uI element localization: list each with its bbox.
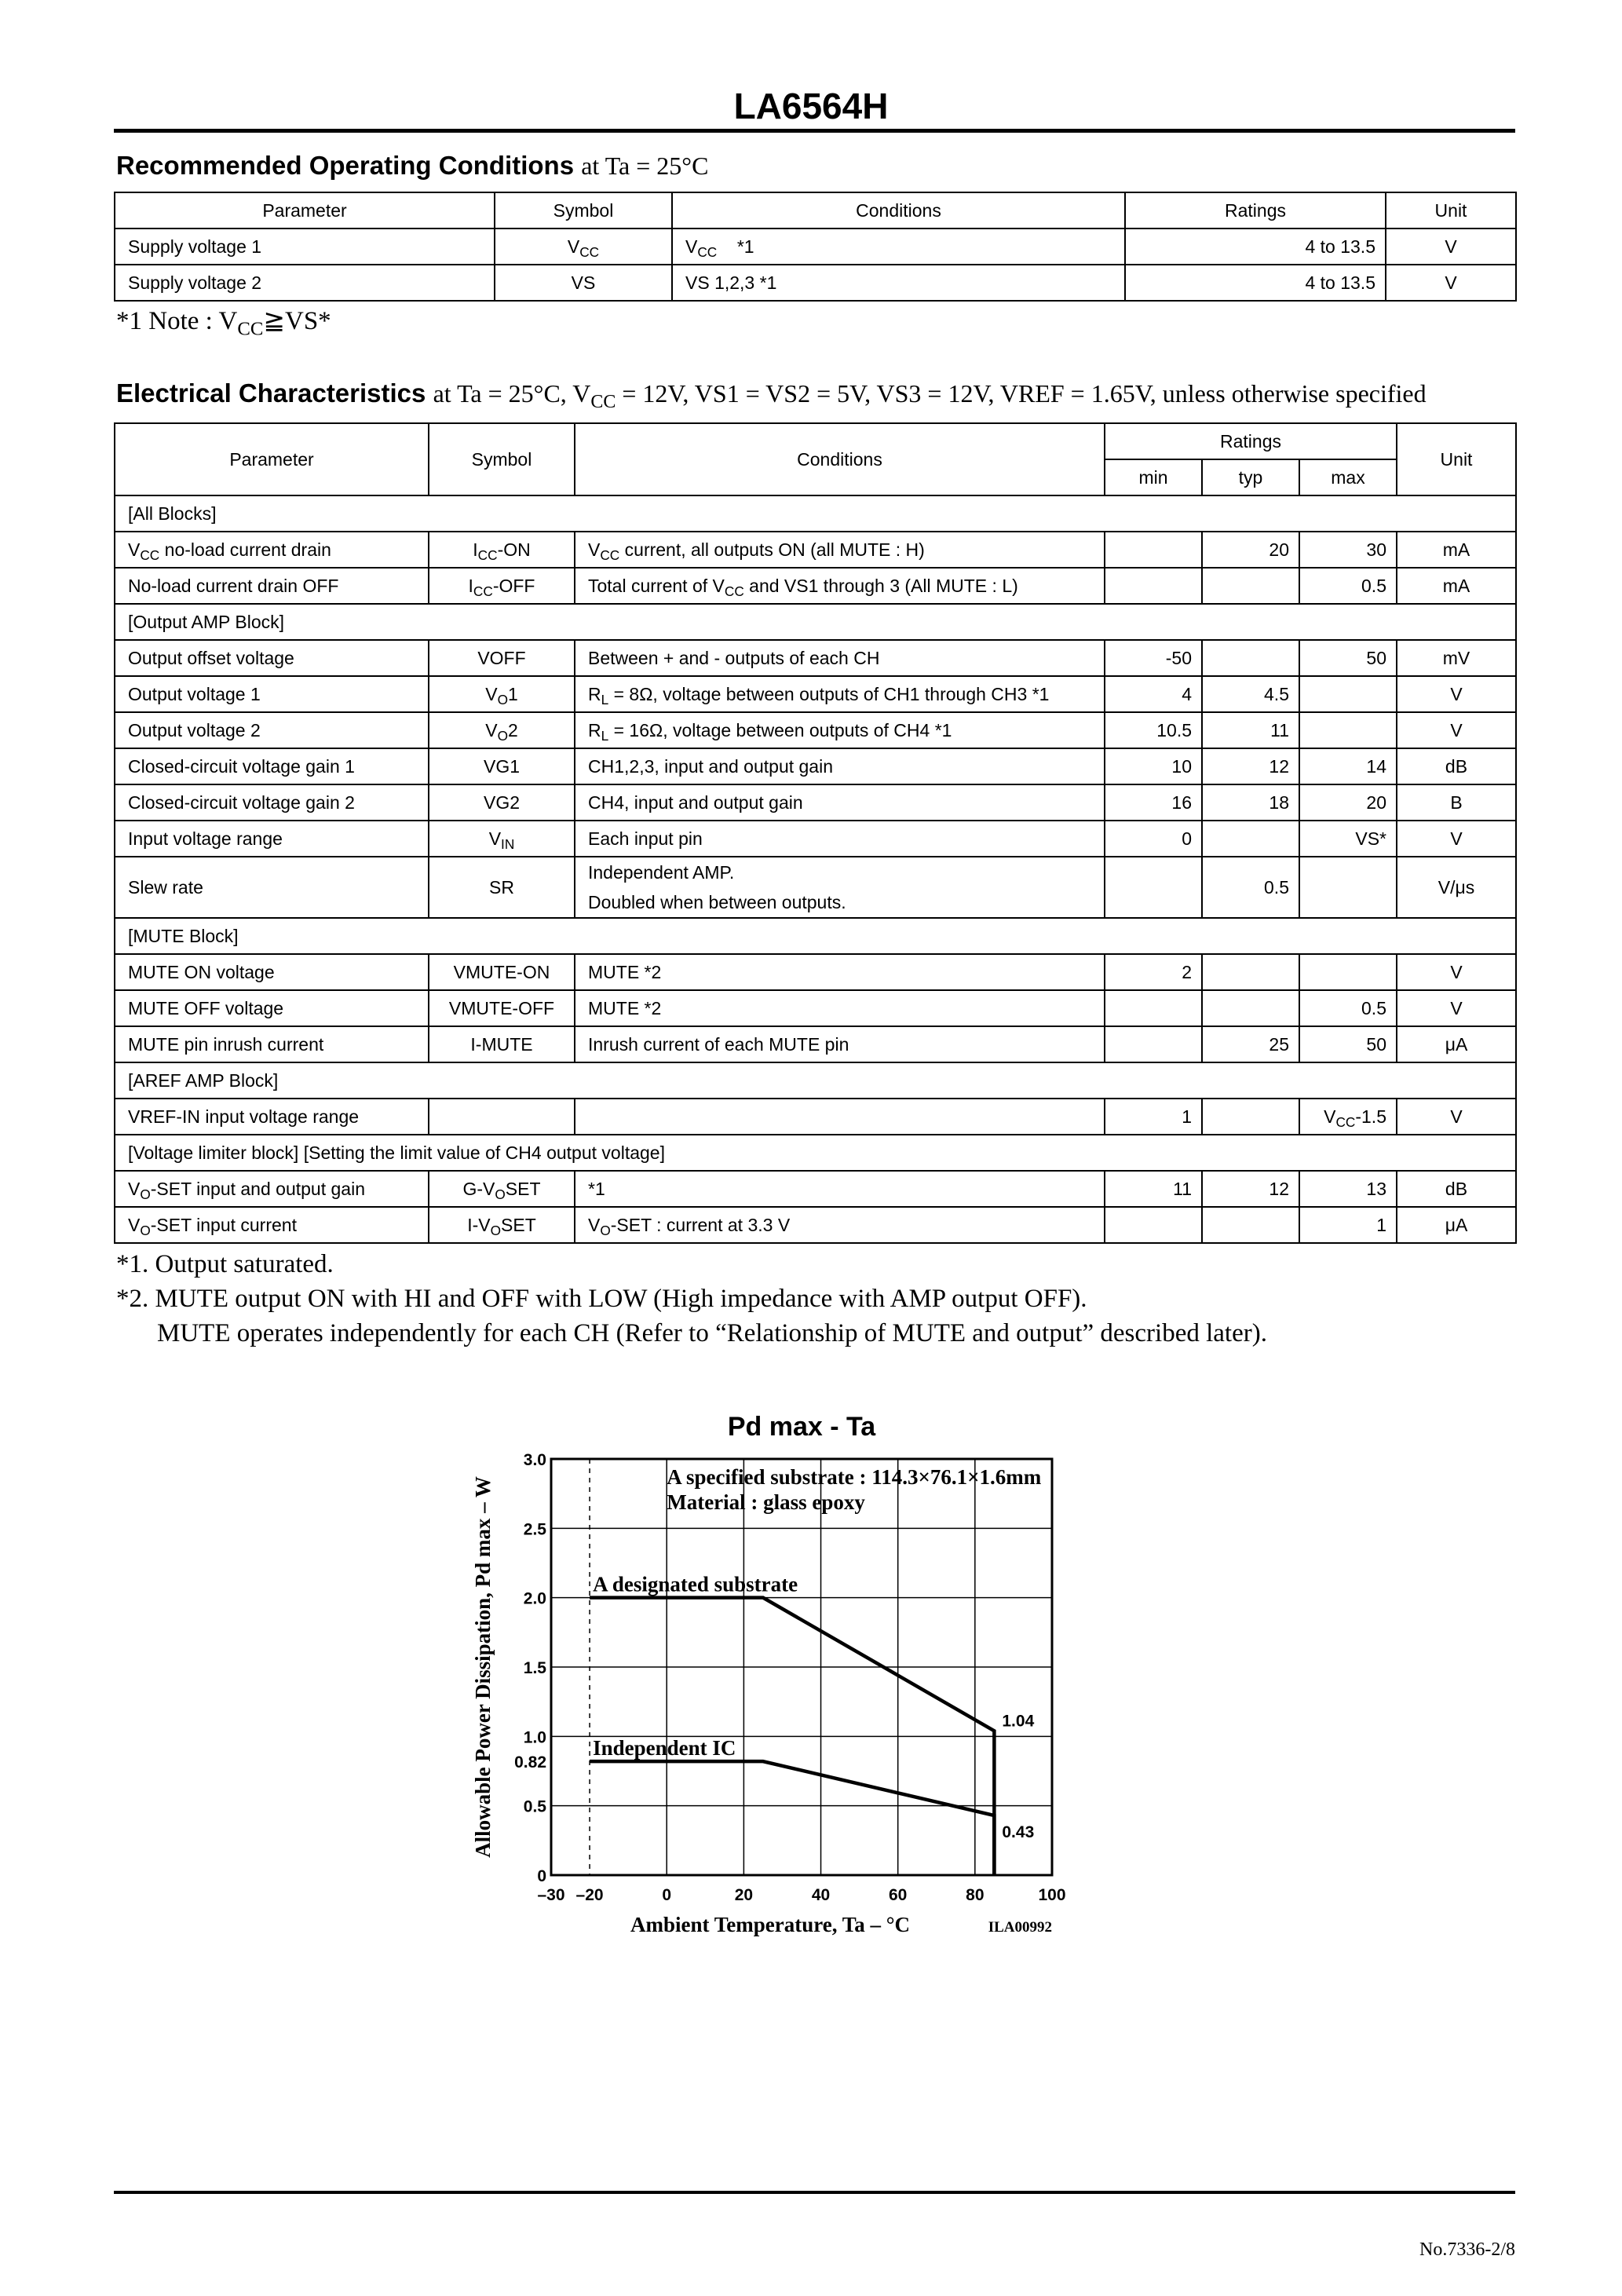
unit-cell: mA (1397, 568, 1516, 604)
symbol-cell: $I_{CC}-ON$ (429, 532, 575, 568)
recommended-note: *1 Note : $V_{CC}≧VS*$ (116, 307, 331, 340)
parameter-cell: $V_{CC}$ no-load current drain (115, 532, 429, 568)
electrical-condition: at Ta = 25°C, $V_{CC} = 12V$, VS1 = VS2 = 5V, VS3 = 12V, VREF = 1.65V, unless otherwise specified (433, 379, 1427, 413)
min-cell: 10.5 (1105, 712, 1202, 748)
parameter-cell: Output voltage 1 (115, 676, 429, 712)
col-header: typ (1202, 459, 1299, 495)
typ-cell: 11 (1202, 712, 1299, 748)
typ-cell: 4.5 (1202, 676, 1299, 712)
symbol-cell: VS (495, 265, 672, 301)
series-line (590, 1761, 994, 1875)
symbol-cell: VMUTE-OFF (429, 990, 575, 1026)
table-row (115, 1026, 1516, 1062)
unit-cell: V (1397, 712, 1516, 748)
y-axis-label: Allowable Power Dissipation, Pd max – W (471, 1476, 495, 1858)
y-tick-label: 2.5 (523, 1520, 546, 1539)
symbol-cell: $V_O1$ (429, 676, 575, 712)
electrical-title: Electrical Characteristics (116, 378, 426, 408)
conditions-cell: $V_O$-SET : current at 3.3 V (575, 1207, 1105, 1243)
figure-code: ILA00992 (988, 1919, 1052, 1936)
max-cell (1299, 954, 1397, 990)
max-cell (1299, 857, 1397, 918)
table-row (115, 990, 1516, 1026)
unit-cell: V (1397, 990, 1516, 1026)
unit-cell: dB (1397, 748, 1516, 784)
max-cell: 20 (1299, 784, 1397, 821)
min-cell: -50 (1105, 640, 1202, 676)
rating-cell: 4 to 13.5 (1125, 229, 1386, 265)
electrical-header-row (115, 423, 1516, 459)
conditions-cell: $V_{CC}$ *1 (672, 229, 1125, 265)
parameter-cell: Input voltage range (115, 821, 429, 857)
max-cell: 14 (1299, 748, 1397, 784)
min-cell: 16 (1105, 784, 1202, 821)
table-row (115, 532, 1516, 568)
x-tick-label: 40 (811, 1886, 831, 1904)
table-row (115, 676, 1516, 712)
conditions-cell: CH4, input and output gain (575, 784, 1105, 821)
conditions-cell: Each input pin (575, 821, 1105, 857)
table-row (115, 640, 1516, 676)
unit-cell: μA (1397, 1026, 1516, 1062)
table-row (115, 748, 1516, 784)
max-cell: 50 (1299, 1026, 1397, 1062)
col-header: Unit (1397, 423, 1516, 495)
x-tick-label: –20 (575, 1886, 604, 1904)
electrical-table (114, 422, 1517, 1244)
recommended-header-row (115, 192, 1516, 229)
unit-cell: V (1386, 229, 1516, 265)
min-cell (1105, 990, 1202, 1026)
max-cell: 13 (1299, 1171, 1397, 1207)
unit-cell: mA (1397, 532, 1516, 568)
symbol-cell: VMUTE-ON (429, 954, 575, 990)
parameter-cell: Supply voltage 2 (115, 265, 495, 301)
unit-cell: V (1397, 821, 1516, 857)
symbol-cell: $V_{CC}$ (495, 229, 672, 265)
footnote-1: *1. Output saturated. (116, 1250, 334, 1278)
typ-cell: 12 (1202, 1171, 1299, 1207)
parameter-cell: Slew rate (115, 857, 429, 918)
col-header: max (1299, 459, 1397, 495)
conditions-cell: $V_{CC}$ current, all outputs ON (all MUTE : H) (575, 532, 1105, 568)
max-cell: VS* (1299, 821, 1397, 857)
electrical-heading (116, 378, 1427, 413)
conditions-cell: $R_L = 16\Omega$, voltage between outputs of CH4 *1 (575, 712, 1105, 748)
typ-cell (1202, 568, 1299, 604)
header-rule (114, 129, 1515, 133)
min-cell: 2 (1105, 954, 1202, 990)
unit-cell: μA (1397, 1207, 1516, 1243)
section-row: [All Blocks] (115, 495, 1516, 532)
symbol-cell: VG1 (429, 748, 575, 784)
min-cell: 11 (1105, 1171, 1202, 1207)
max-cell (1299, 712, 1397, 748)
x-tick-label: –30 (537, 1886, 565, 1904)
symbol-cell: $I-V_OSET$ (429, 1207, 575, 1243)
col-header: Symbol (429, 423, 575, 495)
min-cell: 1 (1105, 1099, 1202, 1135)
max-cell: 50 (1299, 640, 1397, 676)
conditions-cell: Between + and - outputs of each CH (575, 640, 1105, 676)
parameter-cell: MUTE pin inrush current (115, 1026, 429, 1062)
footnote-2: *2. MUTE output ON with HI and OFF with LOW (High impedance with AMP output OFF). (116, 1285, 1087, 1313)
chart-annotation: A specified substrate : 114.3×76.1×1.6mm (667, 1465, 1042, 1489)
typ-cell: 18 (1202, 784, 1299, 821)
table-row (115, 857, 1516, 918)
chart-annotation: Material : glass epoxy (667, 1490, 865, 1514)
col-header: min (1105, 459, 1202, 495)
unit-cell: mV (1397, 640, 1516, 676)
unit-cell: B (1397, 784, 1516, 821)
footer-rule (114, 2191, 1515, 2194)
conditions-cell: Independent AMP. Doubled when between outputs. (575, 857, 1105, 918)
typ-cell (1202, 821, 1299, 857)
y-tick-label: 3.0 (523, 1451, 546, 1469)
max-cell: 30 (1299, 532, 1397, 568)
col-header: Ratings (1125, 192, 1386, 229)
conditions-cell: $R_L = 8\Omega$, voltage between outputs of CH1 through CH3 *1 (575, 676, 1105, 712)
unit-cell: V (1397, 1099, 1516, 1135)
symbol-cell: I-MUTE (429, 1026, 575, 1062)
min-cell (1105, 568, 1202, 604)
symbol-cell: VG2 (429, 784, 575, 821)
table-row (115, 784, 1516, 821)
col-header: Ratings (1105, 423, 1397, 459)
symbol-cell: $V_{IN}$ (429, 821, 575, 857)
parameter-cell: $V_O$-SET input and output gain (115, 1171, 429, 1207)
conditions-cell: VS 1,2,3 *1 (672, 265, 1125, 301)
col-header: Symbol (495, 192, 672, 229)
x-tick-label: 60 (889, 1886, 908, 1904)
parameter-cell: Supply voltage 1 (115, 229, 495, 265)
parameter-cell: No-load current drain OFF (115, 568, 429, 604)
symbol-cell: $G-V_OSET$ (429, 1171, 575, 1207)
max-cell (1299, 676, 1397, 712)
col-header: Conditions (575, 423, 1105, 495)
table-row (115, 265, 1516, 301)
min-cell: 4 (1105, 676, 1202, 712)
parameter-cell: VREF-IN input voltage range (115, 1099, 429, 1135)
parameter-cell: Output voltage 2 (115, 712, 429, 748)
min-cell (1105, 532, 1202, 568)
parameter-cell: MUTE OFF voltage (115, 990, 429, 1026)
symbol-cell: SR (429, 857, 575, 918)
x-tick-label: 100 (1038, 1886, 1066, 1904)
conditions-cell: MUTE *2 (575, 990, 1105, 1026)
footnote-2-continued: MUTE operates independently for each CH (Refer to “Relationship of MUTE and output” described later). (157, 1319, 1267, 1347)
recommended-condition: at Ta = 25°C (581, 152, 709, 180)
symbol-cell: $V_O2$ (429, 712, 575, 748)
conditions-cell: MUTE *2 (575, 954, 1105, 990)
recommended-heading (116, 151, 708, 181)
max-cell: 0.5 (1299, 990, 1397, 1026)
conditions-cell (575, 1099, 1105, 1135)
conditions-cell: CH1,2,3, input and output gain (575, 748, 1105, 784)
unit-cell: V/μs (1397, 857, 1516, 918)
x-tick-label: 80 (966, 1886, 985, 1904)
table-row (115, 821, 1516, 857)
col-header: Unit (1386, 192, 1516, 229)
unit-cell: V (1386, 265, 1516, 301)
symbol-cell: $I_{CC}$-OFF (429, 568, 575, 604)
table-row (115, 954, 1516, 990)
document-title: LA6564H (733, 86, 889, 126)
symbol-cell: VOFF (429, 640, 575, 676)
unit-cell: V (1397, 676, 1516, 712)
typ-cell: 12 (1202, 748, 1299, 784)
table-row (115, 229, 1516, 265)
pd-max-ta-chart (440, 1398, 1099, 1947)
table-row (115, 1207, 1516, 1243)
typ-cell (1202, 1099, 1299, 1135)
parameter-cell: MUTE ON voltage (115, 954, 429, 990)
typ-cell: 25 (1202, 1026, 1299, 1062)
min-cell (1105, 1026, 1202, 1062)
recommended-table (114, 192, 1517, 302)
table-row (115, 1171, 1516, 1207)
typ-cell: 0.5 (1202, 857, 1299, 918)
recommended-title: Recommended Operating Conditions (116, 151, 575, 180)
parameter-cell: Output offset voltage (115, 640, 429, 676)
table-row (115, 712, 1516, 748)
min-cell: 10 (1105, 748, 1202, 784)
rating-cell: 4 to 13.5 (1125, 265, 1386, 301)
min-cell (1105, 857, 1202, 918)
page-number: No.7336-2/8 (1419, 2239, 1515, 2260)
y-tick-label: 0.82 (514, 1753, 546, 1772)
parameter-cell: Closed-circuit voltage gain 2 (115, 784, 429, 821)
table-row (115, 1099, 1516, 1135)
max-cell: 1 (1299, 1207, 1397, 1243)
typ-cell (1202, 640, 1299, 676)
y-tick-label: 2.0 (523, 1589, 546, 1608)
symbol-cell (429, 1099, 575, 1135)
conditions-cell: Inrush current of each MUTE pin (575, 1026, 1105, 1062)
typ-cell (1202, 954, 1299, 990)
y-tick-label: 1.5 (523, 1659, 546, 1677)
section-row: [Output AMP Block] (115, 604, 1516, 640)
parameter-cell: Closed-circuit voltage gain 1 (115, 748, 429, 784)
col-header: Parameter (115, 423, 429, 495)
parameter-cell: $V_O$-SET input current (115, 1207, 429, 1243)
conditions-cell: Total current of $V_{CC}$ and VS1 through 3 (All MUTE : L) (575, 568, 1105, 604)
typ-cell (1202, 1207, 1299, 1243)
series-label: Independent IC (593, 1736, 736, 1760)
section-row: [MUTE Block] (115, 918, 1516, 954)
conditions-cell: *1 (575, 1171, 1105, 1207)
typ-cell (1202, 990, 1299, 1026)
y-tick-label: 0 (537, 1867, 546, 1885)
series-end-label: 0.43 (1002, 1823, 1035, 1842)
col-header: Conditions (672, 192, 1125, 229)
table-row (115, 568, 1516, 604)
section-row: [AREF AMP Block] (115, 1062, 1516, 1099)
chart-title: Pd max - Ta (727, 1412, 876, 1442)
col-header: Parameter (115, 192, 495, 229)
max-cell: $V_{CC}-1.5$ (1299, 1099, 1397, 1135)
max-cell: 0.5 (1299, 568, 1397, 604)
min-cell (1105, 1207, 1202, 1243)
typ-cell: 20 (1202, 532, 1299, 568)
y-tick-label: 1.0 (523, 1728, 546, 1747)
series-end-label: 1.04 (1002, 1712, 1035, 1731)
x-tick-label: 20 (734, 1886, 754, 1904)
x-tick-label: 0 (662, 1886, 672, 1904)
y-tick-label: 0.5 (523, 1797, 546, 1816)
min-cell: 0 (1105, 821, 1202, 857)
series-label: A designated substrate (593, 1572, 798, 1596)
unit-cell: dB (1397, 1171, 1516, 1207)
unit-cell: V (1397, 954, 1516, 990)
x-axis-label: Ambient Temperature, Ta – °C (630, 1913, 911, 1936)
section-row: [Voltage limiter block] [Setting the limit value of CH4 output voltage] (115, 1135, 1516, 1171)
